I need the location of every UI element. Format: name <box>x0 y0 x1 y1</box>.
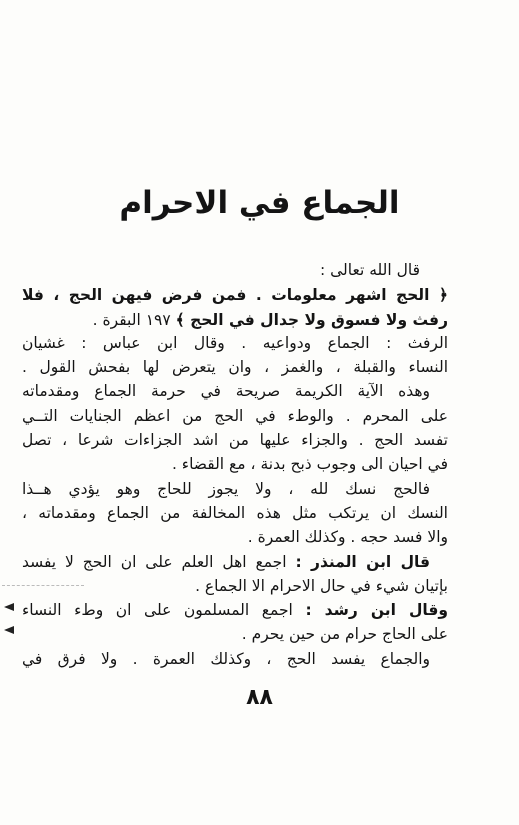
bold-phrase: وقال ابن رشد : <box>305 601 448 619</box>
text-line: والجماع يفسد الحج ، وكذلك العمرة . ولا فرق في <box>22 650 430 668</box>
chapter-title: الجماع في الاحرام <box>119 185 400 221</box>
text-line: النسك ان يرتكب مثل هذه المخالفة من الجماع ومقدماته ، <box>22 504 448 522</box>
text-line: والا فسد حجه . وكذلك العمرة . <box>247 528 448 546</box>
line-rest: ١٩٧ البقرة . <box>92 311 176 329</box>
body-text <box>22 257 448 677</box>
line-rest: اجمع اهل العلم على ان الحج لا يفسد <box>22 553 296 571</box>
text-line: ﴿ الحج اشهر معلومات . فمن فرض فيهن الحج ، فلا <box>22 286 448 304</box>
page-number: ٨٨ <box>246 685 273 710</box>
text-line: النساء والقبلة ، والغمز ، وان يتعرض لها بفحش القول . <box>22 358 448 376</box>
text-line: تفسد الحج . والجزاء عليها من اشد الجزاءات شرعا ، تصل <box>22 431 448 449</box>
margin-mark-icon <box>4 626 14 634</box>
line-rest: اجمع المسلمون على ان وطء النساء <box>22 601 306 619</box>
scan-artifact-line <box>2 585 84 587</box>
text-line <box>22 549 430 575</box>
margin-mark-icon <box>4 603 14 611</box>
text-line: الرفث : الجماع ودواعيه . وقال ابن عباس : غشيان <box>22 334 448 352</box>
text-line: قال الله تعالى : <box>319 261 420 279</box>
bold-phrase: قال ابن المنذر : <box>295 553 430 571</box>
text-line: وهذه الآية الكريمة صريحة في حرمة الجماع ومقدماته <box>22 382 430 400</box>
text-line: على المحرم . والوطء في الحج من اعظم الجنايات التــي <box>22 407 448 425</box>
bold-phrase: رفث ولا فسوق ولا جدال في الحج ﴾ <box>175 311 448 329</box>
text-line <box>22 597 448 623</box>
text-line: في احيان الى وجوب ذبح بدنة ، مع القضاء . <box>171 455 448 473</box>
text-line: فالحج نسك لله ، ولا يجوز للحاج وهو يؤدي هــذا <box>22 480 430 498</box>
text-line: على الحاج حرام من حين يحرم . <box>241 625 448 643</box>
text-line: بإتيان شيء في حال الاحرام الا الجماع . <box>195 577 448 595</box>
